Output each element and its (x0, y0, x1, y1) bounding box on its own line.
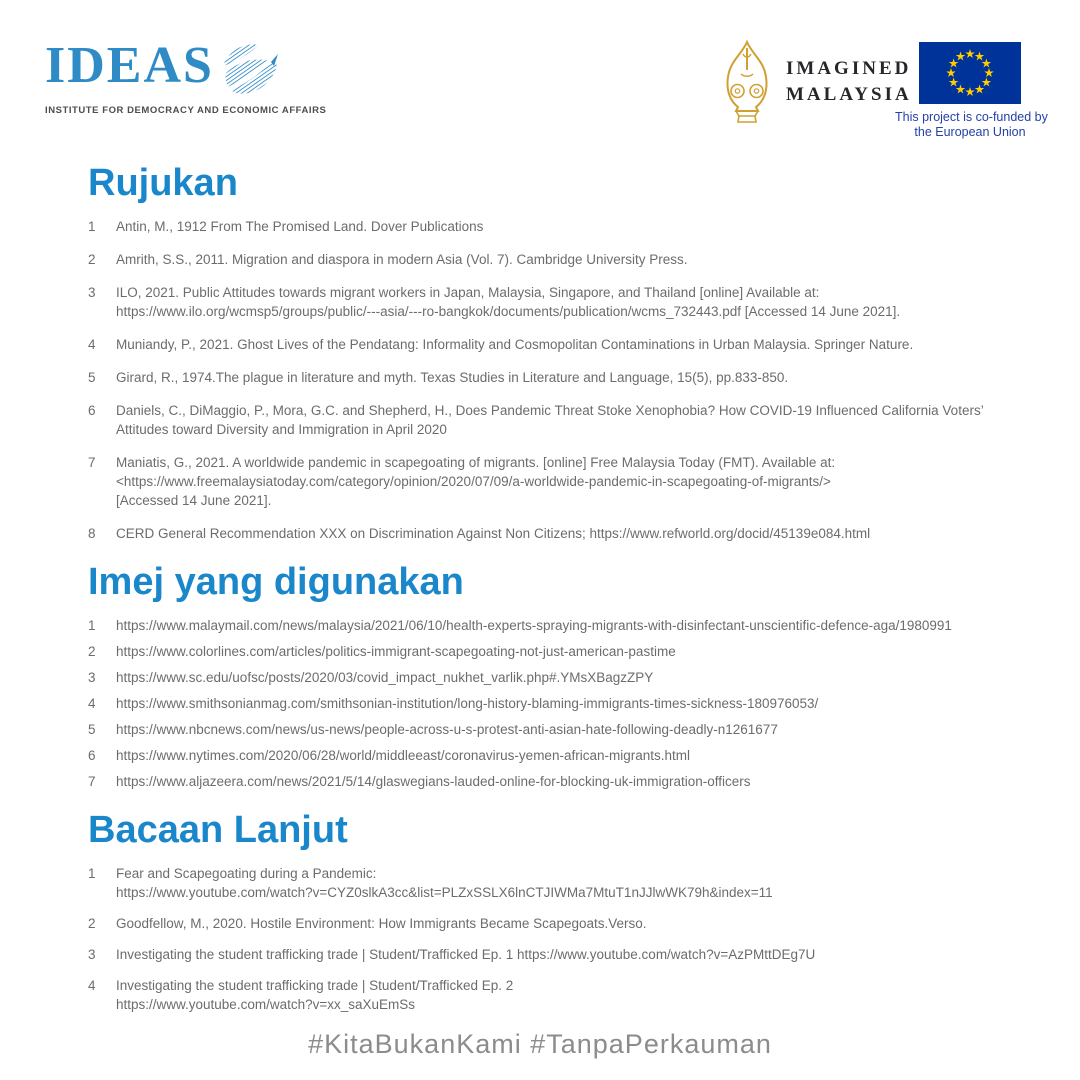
imagined-malaysia-text (786, 56, 912, 108)
reference-number: 4 (88, 696, 96, 711)
eu-flag-icon (919, 42, 1021, 104)
reference-text: Goodfellow, M., 2020. Hostile Environment: How Immigrants Became Scapegoats.Verso. (116, 916, 647, 931)
hashtag-text: #KitaBukanKami #TanpaPerkauman (308, 1029, 772, 1059)
imagined-line2: MALAYSIA (786, 84, 912, 105)
reference-text: Muniandy, P., 2021. Ghost Lives of the Pendatang: Informality and Cosmopolitan Contaminations in Urban Malaysia. Springer Nature. (116, 337, 914, 352)
section-rujukan (88, 162, 1003, 543)
reference-text: Investigating the student trafficking trade | Student/Trafficked Ep. 2 https://www.youtube.com/watch?v=xx_saXuEmSs (116, 978, 514, 1012)
reference-text: https://www.malaymail.com/news/malaysia/2021/06/10/health-experts-spraying-migrants-with-disinfectant-unscientific-defence-aga/1980991 (116, 618, 952, 633)
section-bacaan (88, 809, 1003, 1014)
reference-item (88, 642, 1003, 661)
section-title-rujukan: Rujukan (88, 162, 238, 204)
imagined-malaysia-logo (720, 40, 912, 124)
reference-text: https://www.sc.edu/uofsc/posts/2020/03/covid_impact_nukhet_varlik.php#.YMsXBagzZPY (116, 670, 654, 685)
reference-item (88, 720, 1003, 739)
reference-item (88, 453, 1003, 510)
reference-number: 2 (88, 252, 96, 267)
reference-item (88, 335, 1003, 354)
reference-text: Maniatis, G., 2021. A worldwide pandemic in scapegoating of migrants. [online] Free Malaysia Today (FMT). Available at: <https://www.freemalaysiatoday.com/category/opinion/2020/07/09/a-worldwide-pandemic-in-scapegoating-of-migrants/> [Accessed 14 June 2021]. (116, 455, 836, 508)
reference-number: 1 (88, 618, 96, 633)
content (88, 162, 1003, 1026)
reference-text: https://www.nytimes.com/2020/06/28/world/middleeast/coronavirus-yemen-african-migrants.html (116, 748, 690, 763)
reference-text: https://www.smithsonianmag.com/smithsonian-institution/long-history-blaming-immigrants-times-sickness-180976053/ (116, 696, 819, 711)
section-imej (88, 561, 1003, 791)
reference-item (88, 945, 1003, 964)
ideas-bird-icon (222, 40, 278, 102)
eu-caption (895, 110, 1048, 140)
reference-text: https://www.aljazeera.com/news/2021/5/14/glaswegians-lauded-online-for-blocking-uk-immigration-officers (116, 774, 751, 789)
ideas-logo (45, 38, 326, 116)
reference-number: 3 (88, 670, 96, 685)
reference-list (88, 616, 1003, 791)
reference-text: Fear and Scapegoating during a Pandemic: https://www.youtube.com/watch?v=CYZ0slkA3cc&list=PLZxSSLX6lnCTJIWMa7MtuT1nJJlwWK79h&index=11 (116, 866, 773, 900)
eu-caption-line1: This project is co-funded by (895, 110, 1048, 124)
reference-item (88, 217, 1003, 236)
reference-text: https://www.colorlines.com/articles/politics-immigrant-scapegoating-not-just-american-pastime (116, 644, 676, 659)
reference-item (88, 250, 1003, 269)
reference-item (88, 772, 1003, 791)
reference-text: Amrith, S.S., 2011. Migration and diaspora in modern Asia (Vol. 7). Cambridge University Press. (116, 252, 688, 267)
reference-list (88, 864, 1003, 1014)
reference-item (88, 616, 1003, 635)
reference-item (88, 864, 1003, 902)
imagined-line1: IMAGINED (786, 58, 912, 79)
reference-text: Daniels, C., DiMaggio, P., Mora, G.C. and Shepherd, H., Does Pandemic Threat Stoke Xenophobia? How COVID-19 Influenced California Voters’ Attitudes toward Diversity and Immigration in April 2020 (116, 403, 984, 437)
reference-text: CERD General Recommendation XXX on Discrimination Against Non Citizens; https://www.refworld.org/docid/45139e084.html (116, 526, 871, 541)
reference-number: 5 (88, 722, 96, 737)
reference-number: 6 (88, 403, 96, 418)
reference-number: 6 (88, 748, 96, 763)
reference-number: 4 (88, 337, 96, 352)
reference-number: 4 (88, 978, 96, 993)
section-title-bacaan: Bacaan Lanjut (88, 809, 348, 851)
reference-item (88, 976, 1003, 1014)
reference-item (88, 368, 1003, 387)
reference-text: Girard, R., 1974.The plague in literature and myth. Texas Studies in Literature and Language, 15(5), pp.833-850. (116, 370, 789, 385)
reference-item (88, 746, 1003, 765)
reference-number: 2 (88, 644, 96, 659)
footer-hashtags (0, 1029, 1080, 1060)
reference-item (88, 668, 1003, 687)
reference-number: 5 (88, 370, 96, 385)
reference-text: Investigating the student trafficking trade | Student/Trafficked Ep. 1 https://www.youtube.com/watch?v=AzPMttDEg7U (116, 947, 816, 962)
reference-number: 2 (88, 916, 96, 931)
reference-item (88, 524, 1003, 543)
reference-item (88, 401, 1003, 439)
reference-number: 3 (88, 285, 96, 300)
reference-item (88, 694, 1003, 713)
reference-number: 1 (88, 866, 96, 881)
ideas-logo-text: IDEAS (45, 37, 214, 94)
reference-item (88, 283, 1003, 321)
reference-list (88, 217, 1003, 543)
eu-funding-block (895, 42, 1048, 140)
reference-text: ILO, 2021. Public Attitudes towards migrant workers in Japan, Malaysia, Singapore, and Thailand [online] Available at: https://www.ilo.org/wcmsp5/groups/public/---asia/---ro-bangkok/documents/publication/wcms_732443.pdf [Accessed 14 June 2021]. (116, 285, 901, 319)
reference-text: Antin, M., 1912 From The Promised Land. Dover Publications (116, 219, 484, 234)
reference-item (88, 914, 1003, 933)
wayang-gunungan-icon (720, 40, 774, 124)
reference-number: 3 (88, 947, 96, 962)
reference-number: 7 (88, 455, 96, 470)
reference-number: 7 (88, 774, 96, 789)
ideas-tagline: INSTITUTE FOR DEMOCRACY AND ECONOMIC AFFAIRS (45, 105, 327, 116)
reference-number: 8 (88, 526, 96, 541)
eu-caption-line2: the European Union (914, 125, 1026, 139)
reference-number: 1 (88, 219, 96, 234)
reference-text: https://www.nbcnews.com/news/us-news/people-across-u-s-protest-anti-asian-hate-following-deadly-n1261677 (116, 722, 778, 737)
section-title-imej: Imej yang digunakan (88, 561, 464, 603)
